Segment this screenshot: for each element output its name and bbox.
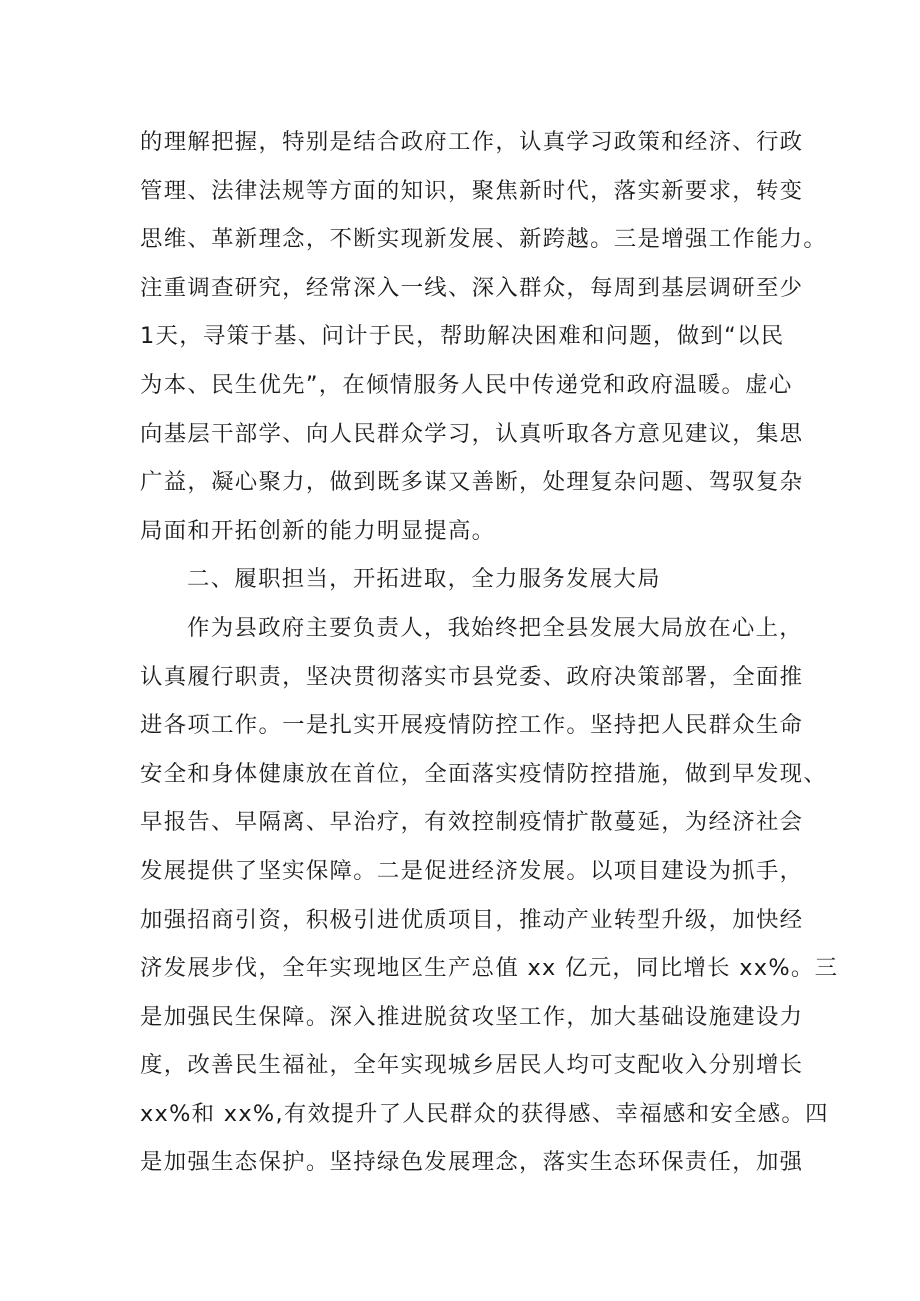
text-line: 早报告、早隔离、早治疗，有效控制疫情扩散蔓延，为经济社会 bbox=[140, 809, 804, 836]
text-line: 局面和开拓创新的能力明显提高。 bbox=[140, 517, 496, 544]
text-line: 安全和身体健康放在首位，全面落实疫情防控措施，做到早发现、 bbox=[140, 760, 828, 787]
text-line: 向基层干部学、向人民群众学习，认真听取各方意见建议，集思 bbox=[140, 420, 804, 447]
text-line: 作为县政府主要负责人，我始终把全县发展大局放在心上， bbox=[187, 614, 803, 641]
text-line: 发展提供了坚实保障。二是促进经济发展。以项目建设为抓手， bbox=[140, 857, 804, 884]
text-line: 是加强生态保护。坚持绿色发展理念，落实生态环保责任，加强 bbox=[140, 1149, 804, 1176]
text-line: 的理解把握，特别是结合政府工作，认真学习政策和经济、行政 bbox=[140, 129, 804, 155]
text-line: 度，改善民生福祉，全年实现城乡居民人均可支配收入分别增长 bbox=[140, 1052, 804, 1079]
text-line: 进各项工作。一是扎实开展疫情防控工作。坚持把人民群众生命 bbox=[140, 712, 804, 739]
body-text bbox=[140, 118, 839, 1187]
text-line: 为本、民生优先”，在倾情服务人民中传递党和政府温暖。虚心 bbox=[140, 371, 793, 398]
text-line: 广益，凝心聚力，做到既多谋又善断，处理复杂问题、驾驭复杂 bbox=[140, 469, 804, 496]
section-heading: 二、履职担当，开拓进取，全力服务发展大局 bbox=[187, 566, 661, 593]
text-line: 是加强民生保障。深入推进脱贫攻坚工作，加大基础设施建设力 bbox=[140, 1003, 804, 1030]
text-line: 济发展步伐，全年实现地区生产总值 xx 亿元，同比增长 xx%。三 bbox=[140, 955, 839, 982]
text-line: 管理、法律法规等方面的知识，聚焦新时代，落实新要求，转变 bbox=[140, 177, 804, 204]
text-line: 注重调查研究，经常深入一线、深入群众，每周到基层调研至少 bbox=[140, 274, 804, 301]
text-line: 认真履行职责，坚决贯彻落实市县党委、政府决策部署，全面推 bbox=[140, 663, 804, 690]
text-line: 思维、革新理念，不断实现新发展、新跨越。三是增强工作能力。 bbox=[140, 226, 828, 253]
text-line: xx%和 xx%,有效提升了人民群众的获得感、幸福感和安全感。四 bbox=[140, 1100, 829, 1127]
text-line: 1天，寻策于基、问计于民，帮助解决困难和问题，做到“以民 bbox=[140, 323, 785, 350]
text-line: 加强招商引资，积极引进优质项目，推动产业转型升级，加快经 bbox=[140, 906, 804, 933]
